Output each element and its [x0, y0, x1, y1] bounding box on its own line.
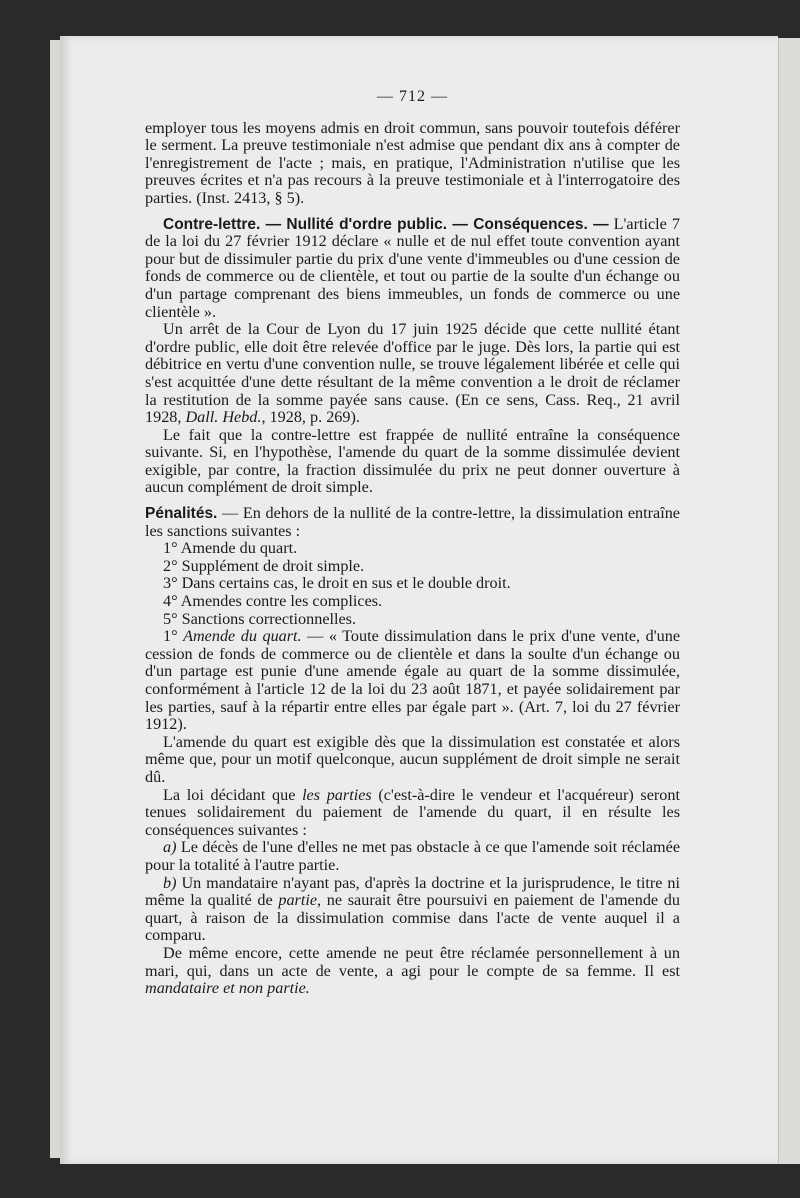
item-label-b: b): [163, 873, 177, 892]
mari-text: De même encore, cette amende ne peut être réclamée personnellement à un mari, qui, dans un acte de vente, a agi pour le compte de sa femme. Il est: [145, 943, 680, 980]
section-heading-contre-lettre: Contre-lettre. — Nullité d'ordre public. — Conséquences. —: [163, 215, 609, 233]
item-b-start: Un mandataire n'ayant pas, d'après la doctrine et la jurisprudence, le titre ni même la qualité de: [145, 873, 680, 910]
item-b-end: , ne saurait être poursuivi en paiement de l'amende du quart, à raison de la dissimulation commise dans l'acte de vente auquel il a comparu.: [145, 891, 680, 945]
paragraph-mari: [145, 945, 680, 998]
page-content: [145, 88, 680, 998]
paragraph-b: [145, 875, 680, 945]
paragraph-a: [145, 839, 680, 874]
subheading-amende-quart: Amende du quart.: [183, 627, 302, 646]
next-page-edge: [778, 38, 800, 1164]
loi-text-start: La loi décidant que: [163, 785, 303, 804]
penalites-intro: — En dehors de la nullité de la contre-lettre, la dissimulation entraîne les sanctions suivantes :: [145, 504, 680, 540]
emphasis-partie: partie: [278, 891, 318, 910]
amende-quart-text: — « Toute dissimulation dans le prix d'une vente, d'une cession de fonds de commerce ou de clientèle et dans la soulte d'un échange ou d'un partage est punie d'une amende égale au quart de la somme dissimulée, conformément à l'article 12 de la loi du 23 août 1871, et payée solidairement par les parties, sauf à la répartir entre elles par égale part ». (Art. 7, loi du 27 février 1912).: [145, 627, 680, 734]
list-item: 2° Supplément de droit simple.: [163, 556, 365, 575]
paragraph-penalites: [145, 505, 680, 540]
paragraph-loi-decidant: [145, 787, 680, 840]
list-item: 1° Amende du quart.: [163, 539, 298, 558]
citation-dall-hebd: Dall. Hebd.: [185, 408, 262, 427]
citation-end: , 1928, p. 269).: [261, 408, 360, 427]
emphasis-les-parties: les parties: [302, 785, 372, 804]
page-edge: [50, 40, 60, 1158]
paragraph-exigible: L'amende du quart est exigible dès que la dissimulation est constatée et alors même que, pour un motif quelconque, aucun supplément de droit simple ne serait dû.: [145, 732, 680, 786]
item-number: 1°: [163, 627, 178, 646]
paragraph-amende-quart: [145, 628, 680, 734]
list-item: 3° Dans certains cas, le droit en sus et le double droit.: [163, 574, 511, 593]
section-heading-penalites: Pénalités.: [145, 505, 218, 523]
paragraph-arret-lyon: [145, 321, 680, 427]
paragraph-contre-lettre: [145, 216, 680, 322]
item-a-text: Le décès de l'une d'elles ne met pas obstacle à ce que l'amende soit réclamée pour la totalité à l'autre partie.: [145, 838, 680, 874]
paragraph-preuve: employer tous les moyens admis en droit commun, sans pouvoir toutefois déférer le serment. La preuve testimoniale n'est admise que pendant dix ans à compter de l'enregistrement de l'acte ; mais, en pratique, l'Administration n'utilise que les preuves écrites et n'a pas recours à la preuve testimoniale et à l'interrogatoire des parties. (Inst. 2413, § 5).: [145, 118, 680, 207]
paragraph-consequence: Le fait que la contre-lettre est frappée de nullité entraîne la conséquence suivante. Si, en l'hypothèse, l'amende du quart de la somme dissimulée devient exigible, par contre, la fraction dissimulée du prix ne peut donner ouverture à aucun complément de droit simple.: [145, 425, 680, 497]
page-number: — 712 —: [377, 88, 448, 105]
arret-text: Un arrêt de la Cour de Lyon du 17 juin 1925 décide que cette nullité étant d'ordre public, elle doit être relevée d'office par le juge. Dès lors, la partie qui est débitrice en vertu d'une convention nulle, se trouve légalement libérée et celle qui s'est acquittée d'une dette résultant de la même convention a le droit de réclamer la restitution de la somme payée sans cause. (En ce sens, Cass. Req., 21 avril 1928,: [145, 320, 680, 427]
list-item: 4° Amendes contre les complices.: [163, 592, 383, 611]
list-item: 5° Sanctions correctionnelles.: [163, 609, 357, 628]
paragraph-article-7: L'article 7 de la loi du 27 février 1912 déclare « nulle et de nul effet toute convention ayant pour but de dissimuler partie du prix d'une vente d'immeubles ou d'une cession de fonds de commerce ou de clientèle, et tout ou partie de la soulte d'un échange ou d'un partage comprenant des biens immeubles, un fonds de commerce ou une clientèle ».: [145, 214, 681, 321]
loi-text-end: (c'est-à-dire le vendeur et l'acquéreur) seront tenues solidairement du paiement de l'amende du quart, il en résulte les conséquences suivantes :: [145, 785, 680, 839]
emphasis-mandataire: mandataire et non partie.: [145, 979, 310, 998]
item-label-a: a): [163, 838, 177, 857]
